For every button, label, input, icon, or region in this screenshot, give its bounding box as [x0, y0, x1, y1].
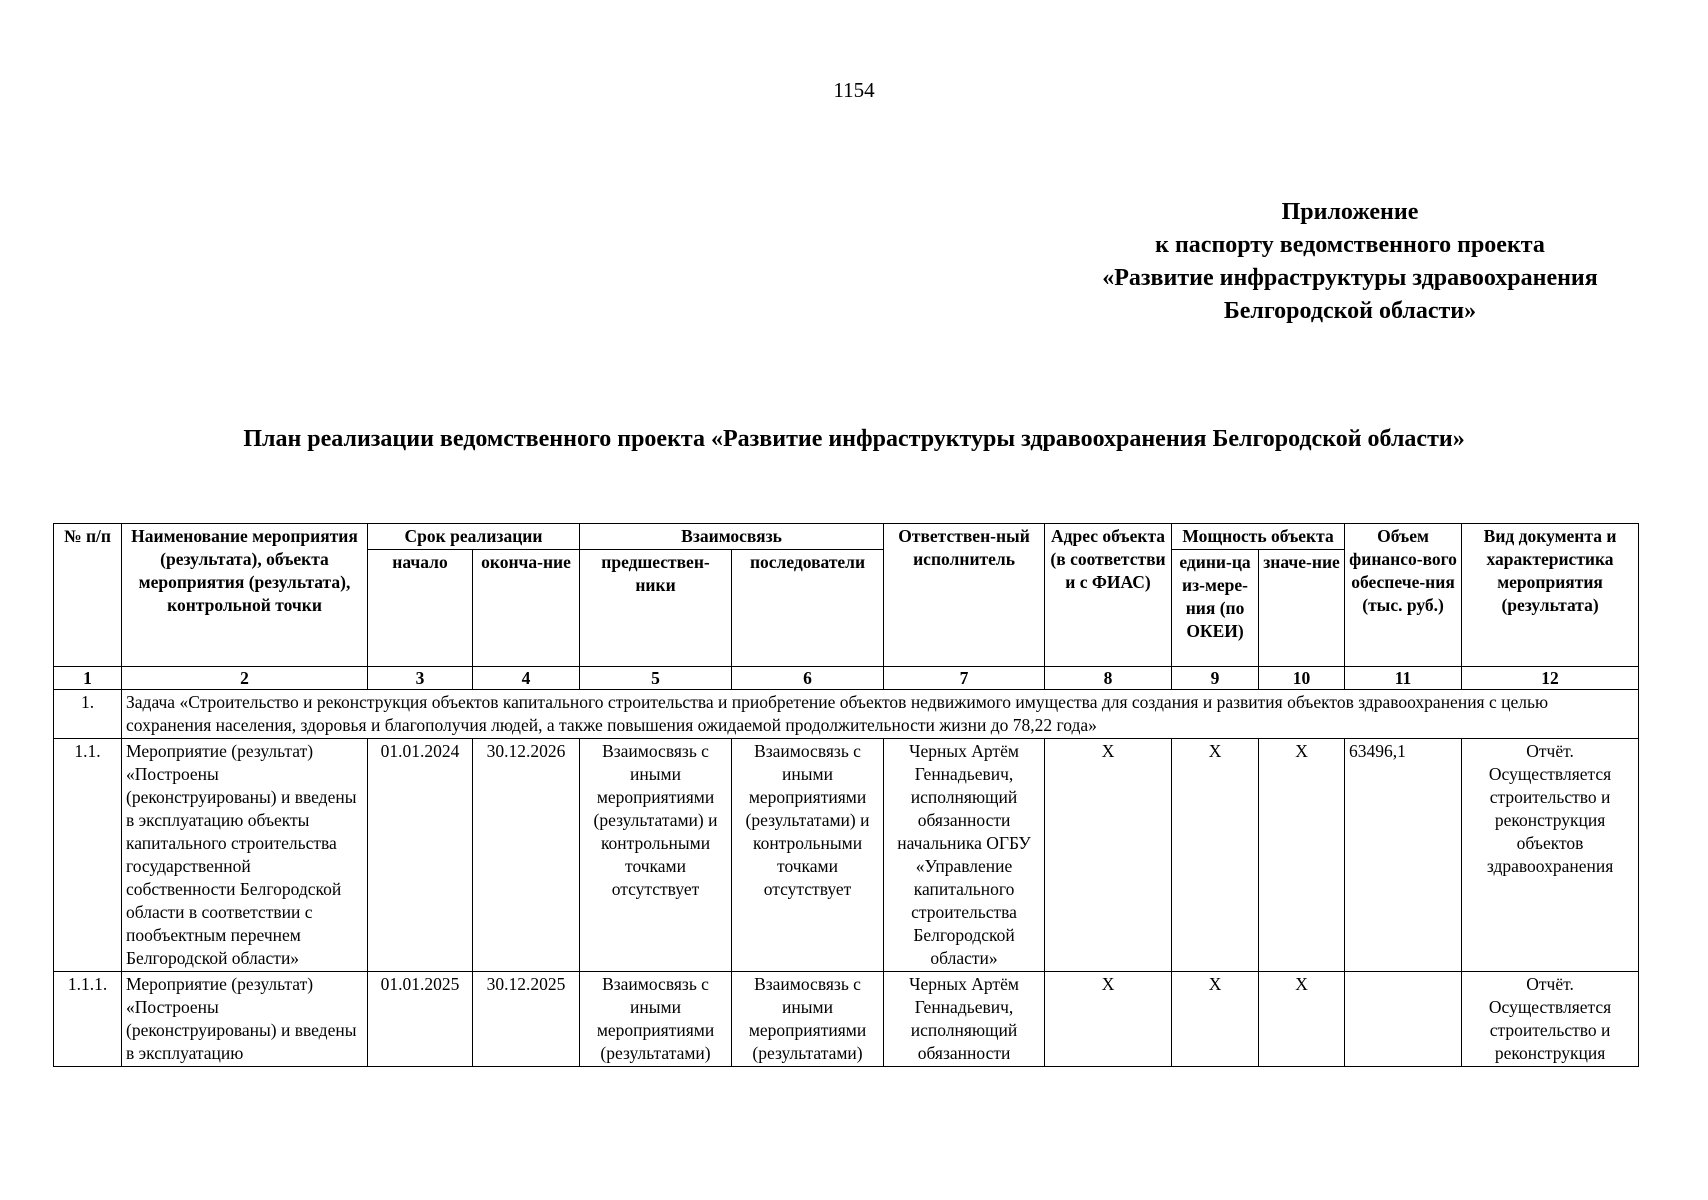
header-unit: едини-ца из-мере-ния (по ОКЕИ) — [1172, 550, 1259, 667]
row-unit: X — [1172, 972, 1259, 1067]
header-predecessors: предшествен-ники — [580, 550, 732, 667]
appendix-line-2: к паспорту ведомственного проекта — [1155, 232, 1545, 258]
plan-title: План реализации ведомственного проекта «Развитие инфраструктуры здравоохранения Белгородской области» — [243, 426, 1465, 452]
column-number: 11 — [1345, 667, 1462, 690]
implementation-plan-table — [53, 523, 1639, 1067]
column-number: 2 — [122, 667, 368, 690]
column-number: 10 — [1259, 667, 1345, 690]
row-end: 30.12.2026 — [473, 739, 580, 972]
header-finance: Объем финансо-вого обеспече-ния (тыс. руб.) — [1345, 524, 1462, 667]
column-number-row — [54, 667, 1639, 690]
row-name: Мероприятие (результат) «Построены (реконструированы) и введены в эксплуатацию — [122, 972, 368, 1067]
row-unit: X — [1172, 739, 1259, 972]
header-responsible: Ответствен-ный исполнитель — [884, 524, 1045, 667]
header-name: Наименование мероприятия (результата), объекта мероприятия (результата), контрольной точки — [122, 524, 368, 667]
header-relation: Взаимосвязь — [580, 524, 884, 550]
row-end: 30.12.2025 — [473, 972, 580, 1067]
header-end: оконча-ние — [473, 550, 580, 667]
task-num: 1. — [54, 690, 122, 739]
row-value: X — [1259, 972, 1345, 1067]
row-successors: Взаимосвязь с иными мероприятиями (результатами) — [732, 972, 884, 1067]
row-start: 01.01.2024 — [368, 739, 473, 972]
row-num: 1.1. — [54, 739, 122, 972]
header-capacity: Мощность объекта — [1172, 524, 1345, 550]
header-doc: Вид документа и характеристика мероприятия (результата) — [1462, 524, 1639, 667]
row-successors: Взаимосвязь с иными мероприятиями (результатами) и контрольными точками отсутствует — [732, 739, 884, 972]
appendix-line-3: «Развитие инфраструктуры здравоохранения — [1102, 265, 1598, 291]
appendix-line-1: Приложение — [1281, 199, 1419, 225]
column-number: 4 — [473, 667, 580, 690]
column-number: 1 — [54, 667, 122, 690]
appendix-header — [1040, 196, 1660, 328]
row-name: Мероприятие (результат) «Построены (реконструированы) и введены в эксплуатацию объекты капитального строительства государственной собственности Белгородской области в соответствии с пообъектным перечнем Белгородской области» — [122, 739, 368, 972]
page-number: 1154 — [833, 78, 875, 102]
row-predecessors: Взаимосвязь с иными мероприятиями (результатами) — [580, 972, 732, 1067]
header-start: начало — [368, 550, 473, 667]
header-period: Срок реализации — [368, 524, 580, 550]
task-text: Задача «Строительство и реконструкция объектов капитального строительства и приобретение объектов недвижимого имущества для создания и развития объектов здравоохранения с целью сохранения населения, здоровья и благополучия людей, а также повышения ожидаемой продолжительности жизни до 78,22 года» — [122, 690, 1639, 739]
row-responsible: Черных Артём Геннадьевич, исполняющий обязанности — [884, 972, 1045, 1067]
column-number: 7 — [884, 667, 1045, 690]
row-num: 1.1.1. — [54, 972, 122, 1067]
column-number: 12 — [1462, 667, 1639, 690]
header-value: значе-ние — [1259, 550, 1345, 667]
row-finance — [1345, 972, 1462, 1067]
column-number: 6 — [732, 667, 884, 690]
column-number: 5 — [580, 667, 732, 690]
row-doc: Отчёт. Осуществляется строительство и реконструкция объектов здравоохранения — [1462, 739, 1639, 972]
column-number: 9 — [1172, 667, 1259, 690]
row-start: 01.01.2025 — [368, 972, 473, 1067]
row-finance: 63496,1 — [1345, 739, 1462, 972]
row-responsible: Черных Артём Геннадьевич, исполняющий обязанности начальника ОГБУ «Управление капитального строительства Белгородской области» — [884, 739, 1045, 972]
table-row — [54, 972, 1639, 1067]
table-row — [54, 739, 1639, 972]
header-successors: последователи — [732, 550, 884, 667]
appendix-line-4: Белгородской области» — [1223, 298, 1477, 324]
row-predecessors: Взаимосвязь с иными мероприятиями (результатами) и контрольными точками отсутствует — [580, 739, 732, 972]
row-value: X — [1259, 739, 1345, 972]
header-address: Адрес объекта (в соответстви и с ФИАС) — [1045, 524, 1172, 667]
column-number: 8 — [1045, 667, 1172, 690]
row-address: X — [1045, 739, 1172, 972]
task-row — [54, 690, 1639, 739]
column-number: 3 — [368, 667, 473, 690]
table-header-row-1 — [54, 524, 1639, 550]
row-address: X — [1045, 972, 1172, 1067]
header-num: № п/п — [54, 524, 122, 667]
row-doc: Отчёт. Осуществляется строительство и реконструкция — [1462, 972, 1639, 1067]
